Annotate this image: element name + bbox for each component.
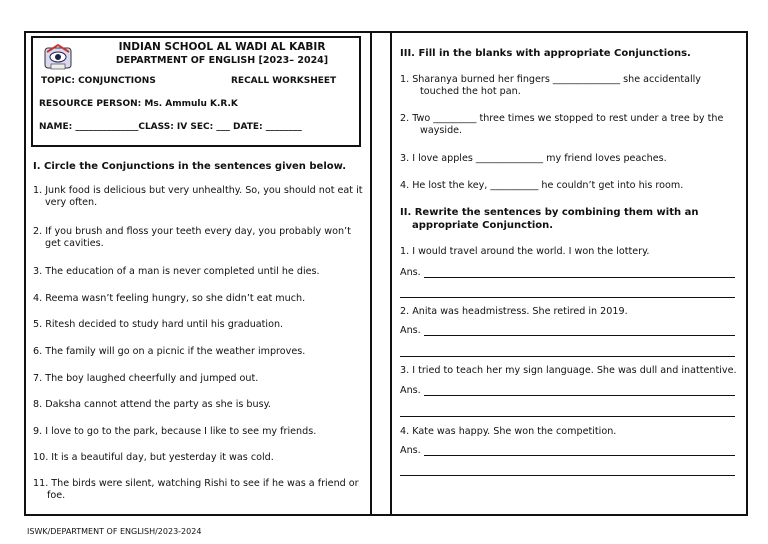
section-2-item: 4. Kate was happy. She won the competition.: [400, 426, 617, 437]
answer-line: [400, 297, 735, 298]
section-1-item: 11. The birds were silent, watching Rishi to see if he was a friend or foe.: [33, 478, 359, 501]
school-name: INDIAN SCHOOL AL WADI AL KABIR: [118, 41, 326, 53]
footer-text: ISWK/DEPARTMENT OF ENGLISH/2023-2024: [27, 527, 202, 536]
section-3-title: III. Fill in the blanks with appropriate Conjunctions.: [400, 48, 691, 59]
worksheet-type: RECALL WORKSHEET: [231, 76, 337, 86]
answer-line: [400, 356, 735, 357]
section-1-item: 4. Reema wasn’t feeling hungry, so she didn’t eat much.: [33, 293, 306, 304]
section-1-item: 1. Junk food is delicious but very unhealthy. So, you should not eat it very often.: [33, 185, 363, 208]
answer-line: [424, 455, 735, 456]
answer-label: Ans.: [400, 385, 421, 396]
section-3-item: 3. I love apples ______________ my friend loves peaches.: [400, 153, 667, 164]
answer-line: [400, 416, 735, 417]
answer-line: [400, 475, 735, 476]
section-2-title: II. Rewrite the sentences by combining them with an appropriate Conjunction.: [400, 207, 699, 231]
section-3-item: 2. Two _________ three times we stopped to rest under a tree by the wayside.: [400, 113, 724, 136]
section-2-item: 3. I tried to teach her my sign language. She was dull and inattentive.: [400, 365, 737, 376]
section-1-item: 7. The boy laughed cheerfully and jumped out.: [33, 373, 259, 384]
school-logo-icon: [43, 43, 73, 73]
student-info-line: NAME: ______________CLASS: IV SEC: ___ DATE: ________: [39, 122, 302, 132]
section-1-item: 9. I love to go to the park, because I like to see my friends.: [33, 426, 317, 437]
section-1-title: I. Circle the Conjunctions in the sentences given below.: [33, 161, 347, 172]
section-1-item: 10. It is a beautiful day, but yesterday it was cold.: [33, 452, 274, 463]
department-name: DEPARTMENT OF ENGLISH [2023– 2024]: [115, 55, 329, 66]
answer-label: Ans.: [400, 325, 421, 336]
answer-line: [424, 335, 735, 336]
answer-line: [424, 395, 735, 396]
section-1-item: 2. If you brush and floss your teeth every day, you probably won’t get cavities.: [33, 226, 351, 249]
topic: TOPIC: CONJUNCTIONS: [41, 76, 156, 86]
answer-label: Ans.: [400, 267, 421, 278]
section-1-item: 3. The education of a man is never completed until he dies.: [33, 266, 320, 277]
section-2-item: 1. I would travel around the world. I won the lottery.: [400, 246, 650, 257]
answer-label: Ans.: [400, 445, 421, 456]
column-divider: [370, 31, 392, 516]
section-1-item: 8. Daksha cannot attend the party as she is busy.: [33, 399, 271, 410]
section-3-item: 1. Sharanya burned her fingers ______________ she accidentally touched the hot pan.: [400, 74, 701, 97]
answer-line: [424, 277, 735, 278]
section-1-item: 6. The family will go on a picnic if the weather improves.: [33, 346, 306, 357]
resource-person: RESOURCE PERSON: Ms. Ammulu K.R.K: [39, 99, 238, 109]
header-box: [31, 36, 361, 147]
section-3-item: 4. He lost the key, __________ he couldn’t get into his room.: [400, 180, 684, 191]
section-1-item: 5. Ritesh decided to study hard until his graduation.: [33, 319, 284, 330]
section-2-item: 2. Anita was headmistress. She retired in 2019.: [400, 306, 628, 317]
